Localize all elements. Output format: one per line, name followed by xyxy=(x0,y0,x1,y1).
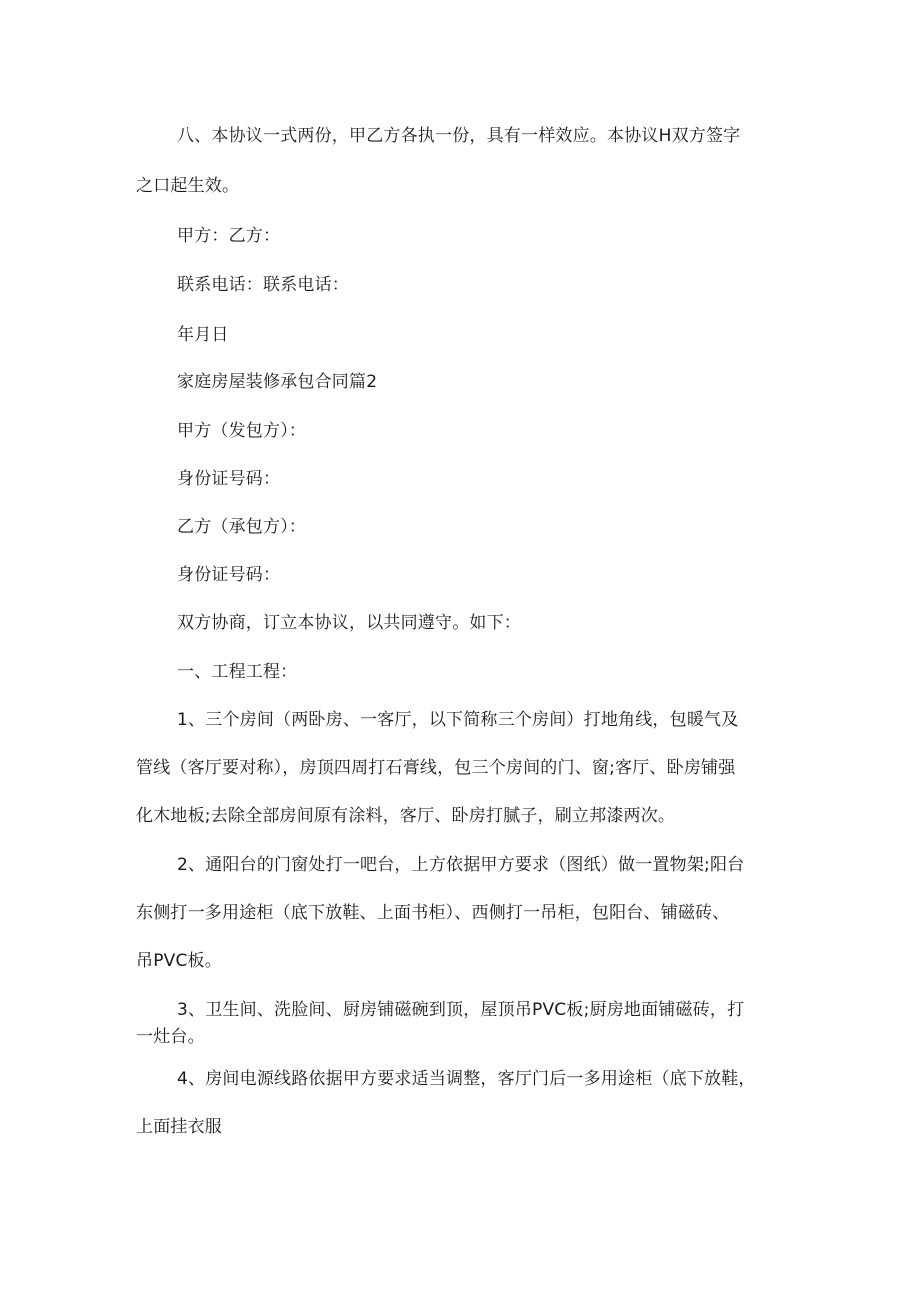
item-1-line-1: 1、三个房间（两卧房、一客厅，以下简称三个房间）打地角线，包暖气及 xyxy=(177,710,739,730)
item-1-line-3: 化木地板;去除全部房间原有涂料，客厅、卧房打腻子，刷立邦漆两次。 xyxy=(136,806,676,826)
item-3-line-2: 一灶台。 xyxy=(136,1027,205,1047)
party-b-id-label: 身份证号码： xyxy=(177,565,281,585)
item-4-line-1: 4、房间电源线路依据甲方要求适当调整，客厅门后一多用途柜（底下放鞋， xyxy=(177,1069,756,1089)
date-line: 年月日 xyxy=(177,325,229,345)
party-labels-line: 甲方：乙方： xyxy=(177,226,281,246)
item-3-line-1: 3、卫生间、洗脸间、厨房铺磁碗到顶，屋顶吊PVC板;厨房地面铺磁砖，打 xyxy=(177,1000,745,1020)
paragraph-8-line-2: 之口起生效。 xyxy=(136,176,240,196)
paragraph-8-line-1: 八、本协议一式两份，甲乙方各执一份，具有一样效应。本协议H双方签字 xyxy=(177,126,741,146)
item-2-line-3: 吊PVC板。 xyxy=(136,951,222,971)
section-1-heading: 一、工程工程： xyxy=(177,662,298,682)
party-a-label: 甲方（发包方）： xyxy=(177,421,307,441)
contact-phone-line: 联系电话：联系电话： xyxy=(177,275,349,295)
party-a-id-label: 身份证号码： xyxy=(177,469,281,489)
item-1-line-2: 管线（客厅要对称），房顶四周打石膏线，包三个房间的门、窗;客厅、卧房铺强 xyxy=(136,758,736,778)
item-2-line-1: 2、通阳台的门窗处打一吧台，上方依据甲方要求（图纸）做一置物架;阳台 xyxy=(177,855,745,875)
contract-title: 家庭房屋装修承包合同篇2 xyxy=(177,372,378,392)
item-4-line-2: 上面挂衣服 xyxy=(136,1117,222,1137)
party-b-label: 乙方（承包方）： xyxy=(177,517,307,537)
item-2-line-2: 东侧打一多用途柜（底下放鞋、上面书柜）、西侧打一吊柜，包阳台、铺磁砖、 xyxy=(136,903,730,923)
agreement-intro: 双方协商，订立本协议，以共同遵守。如下： xyxy=(177,613,521,633)
